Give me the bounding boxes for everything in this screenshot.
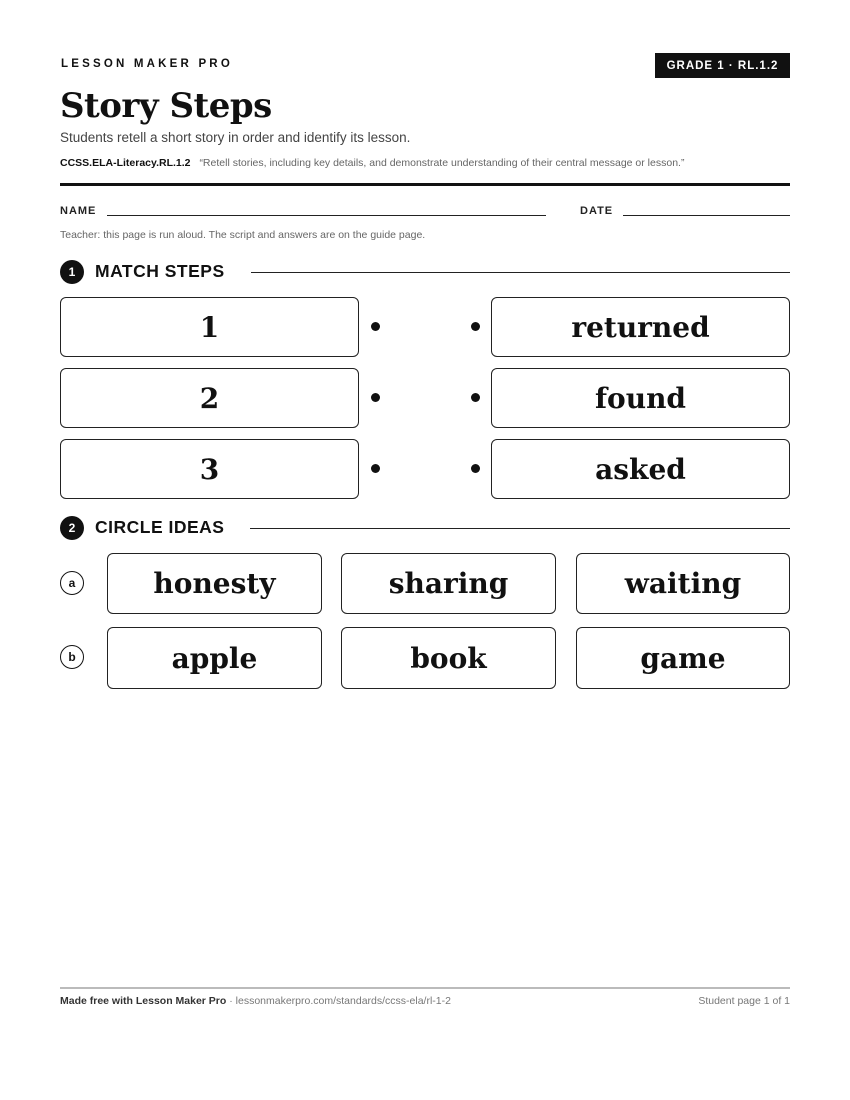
page-title: Story Steps: [60, 86, 272, 126]
name-field[interactable]: [107, 215, 546, 216]
match-dot-right[interactable]: [471, 322, 480, 331]
date-field[interactable]: [623, 215, 790, 216]
step-number-card[interactable]: 1: [60, 297, 359, 357]
name-label: NAME: [60, 205, 97, 217]
section-2-number: 2: [60, 516, 84, 540]
standard-reference: [60, 157, 684, 169]
footer-url[interactable]: · lessonmakerpro.com/standards/ccss-ela/rl-1-2: [226, 995, 451, 1007]
teacher-note: Teacher: this page is run aloud. The script and answers are on the guide page.: [60, 229, 426, 241]
idea-option-card[interactable]: waiting: [576, 553, 790, 614]
page-subtitle: Students retell a short story in order and identify its lesson.: [60, 130, 411, 145]
match-dot-left[interactable]: [371, 393, 380, 402]
step-word-card[interactable]: found: [491, 368, 790, 428]
step-number-card[interactable]: 2: [60, 368, 359, 428]
footer-page-number: Student page 1 of 1: [698, 995, 790, 1007]
brand-name: LESSON MAKER PRO: [61, 58, 233, 70]
section-1-title: MATCH STEPS: [95, 261, 225, 281]
match-dot-left[interactable]: [371, 464, 380, 473]
footer-made-with: Made free with Lesson Maker Pro: [60, 995, 227, 1007]
step-word-card[interactable]: asked: [491, 439, 790, 499]
match-dot-right[interactable]: [471, 393, 480, 402]
grade-badge: GRADE 1 · RL.1.2: [655, 53, 790, 78]
row-letter-a: a: [60, 571, 84, 595]
standard-code: CCSS.ELA-Literacy.RL.1.2: [60, 157, 191, 169]
idea-option-card[interactable]: game: [576, 627, 790, 689]
step-number-card[interactable]: 3: [60, 439, 359, 499]
match-dot-left[interactable]: [371, 322, 380, 331]
step-word-card[interactable]: returned: [491, 297, 790, 357]
section-1-rule: [251, 272, 790, 273]
section-1-number: 1: [60, 260, 84, 284]
idea-option-card[interactable]: book: [341, 627, 556, 689]
match-dot-right[interactable]: [471, 464, 480, 473]
date-label: DATE: [580, 205, 614, 217]
idea-option-card[interactable]: sharing: [341, 553, 556, 614]
footer-credit: [60, 995, 451, 1007]
row-letter-b: b: [60, 645, 84, 669]
idea-option-card[interactable]: honesty: [107, 553, 322, 614]
idea-option-card[interactable]: apple: [107, 627, 322, 689]
section-2-title: CIRCLE IDEAS: [95, 517, 225, 537]
section-2-rule: [250, 528, 790, 529]
standard-quote: “Retell stories, including key details, and demonstrate understanding of their central message or lesson.”: [199, 157, 685, 169]
footer-divider: [60, 987, 790, 989]
header-divider: [60, 183, 790, 186]
